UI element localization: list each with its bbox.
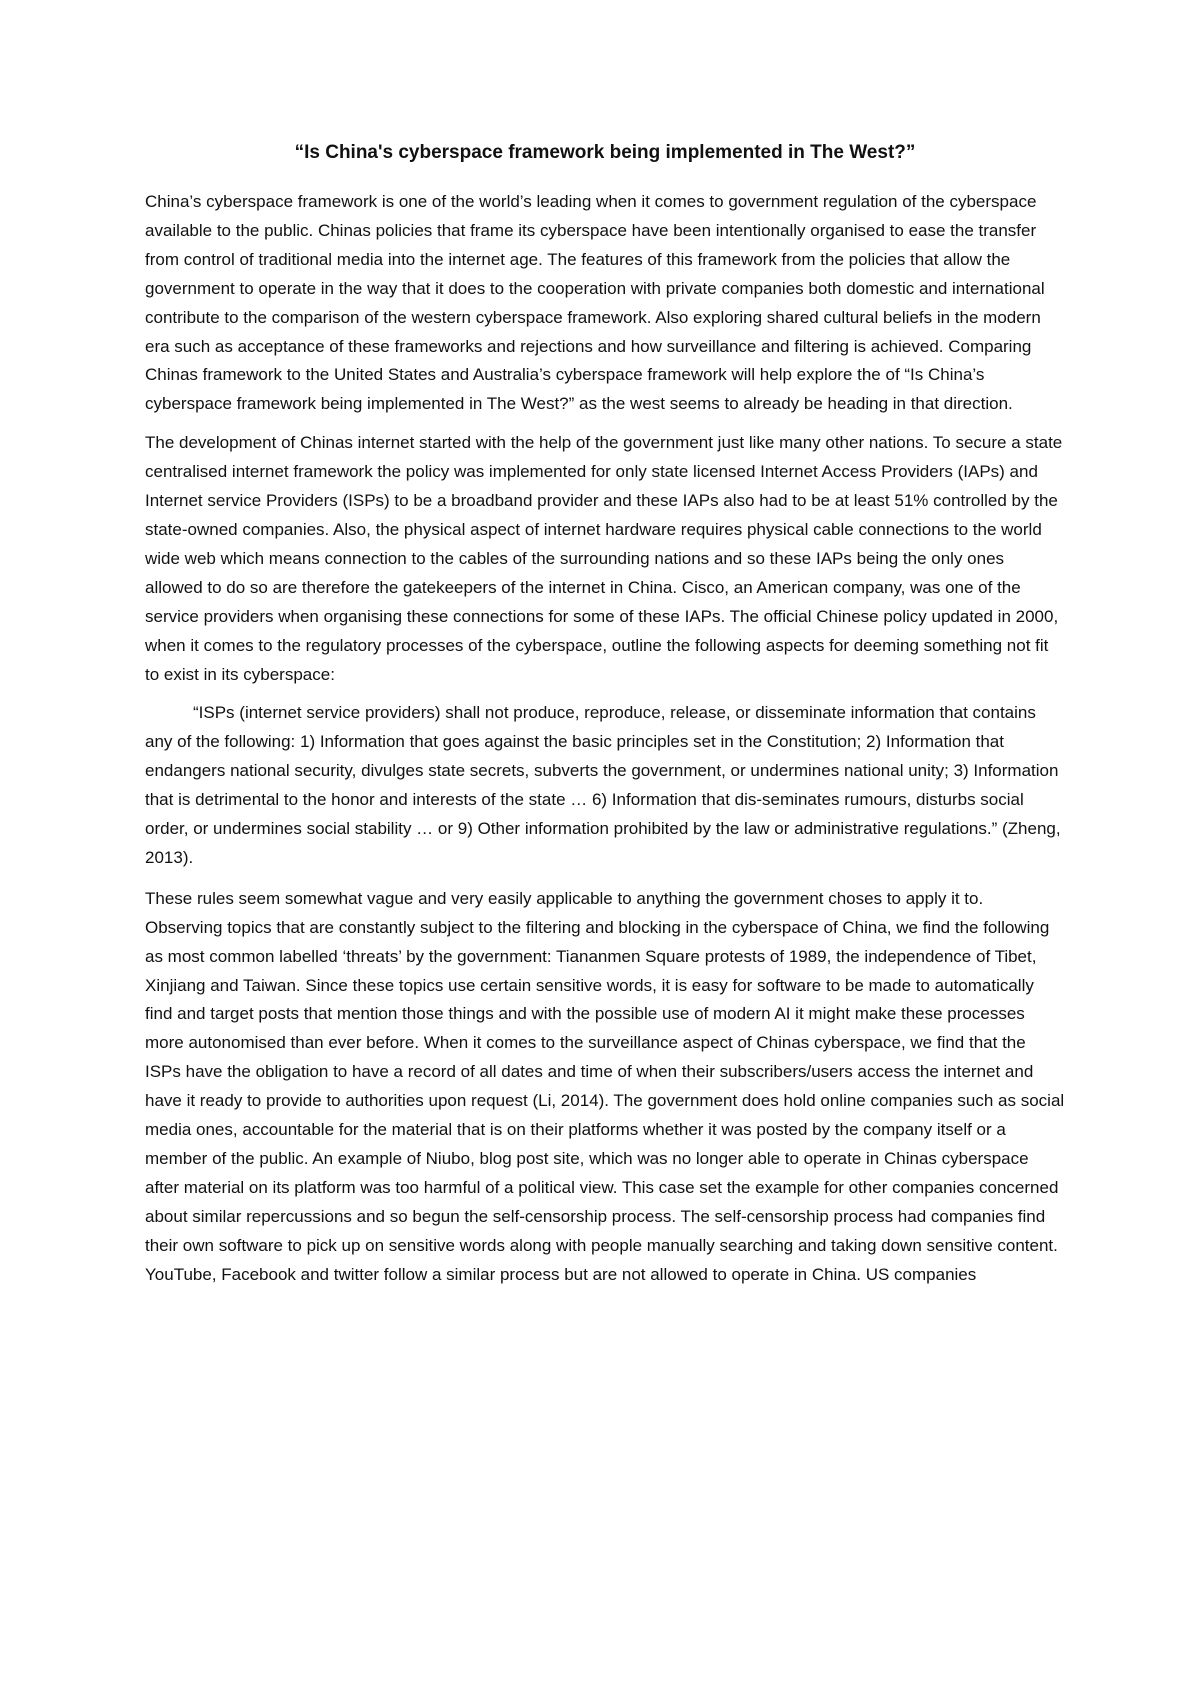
paragraph-intro: China’s cyberspace framework is one of the world’s leading when it comes to government regulation of the cyberspace available to the public. Chinas policies that frame its cyberspace have been intentionally organised to ease the transfer from control of traditional media into the internet age. The features of this framework from the policies that allow the government to operate in the way that it does to the cooperation with private companies both domestic and international contribute to the comparison of the western cyberspace framework. Also exploring shared cultural beliefs in the modern era such as acceptance of these frameworks and rejections and how surveillance and filtering is achieved. Comparing Chinas framework to the United States and Australia’s cyberspace framework will help explore the of “Is China’s cyberspace framework being implemented in The West?” as the west seems to already be heading in that direction.: [145, 192, 1045, 414]
paragraph-rules: These rules seem somewhat vague and very easily applicable to anything the government choses to apply it to. Observing topics that are constantly subject to the filtering and blocking in the cyberspace of China, we find the following as most common labelled ‘threats’ by the government: Tiananmen Square protests of 1989, the independence of Tibet, Xinjiang and Taiwan. Since these topics use certain sensitive words, it is easy for software to be made to automatically find and target posts that mention those things and with the possible use of modern AI it might make these processes more autonomised than ever before. When it comes to the surveillance aspect of Chinas cyberspace, we find that the ISPs have the obligation to have a record of all dates and time of when their subscribers/users access the internet and have it ready to provide to authorities upon request (Li, 2014). The government does hold online companies such as social media ones, accountable for the material that is on their platforms whether it was posted by the company itself or a member of the public. An example of Niubo, blog post site, which was no longer able to operate in Chinas cyberspace after material on its platform was too harmful of a political view. This case set the example for other companies concerned about similar repercussions and so begun the self-censorship process. The self-censorship process had companies find their own software to pick up on sensitive words along with people manually searching and taking down sensitive content. YouTube, Facebook and twitter follow a similar process but are not allowed to operate in China. US companies: [145, 888, 1065, 1284]
document-title: “Is China's cyberspace framework being implemented in The West?”: [294, 142, 916, 163]
paragraph-development: The development of Chinas internet started with the help of the government just like many other nations. To secure a state centralised internet framework the policy was implemented for only state licensed Internet Access Providers (IAPs) and Internet service Providers (ISPs) to be a broadband provider and these IAPs also had to be at least 51% controlled by the state-owned companies. Also, the physical aspect of internet hardware requires physical cable connections to the world wide web which means connection to the cables of the surrounding nations and so these IAPs being the only ones allowed to do so are therefore the gatekeepers of the internet in China. Cisco, an American company, was one of the service providers when organising these connections for some of these IAPs. The official Chinese policy updated in 2000, when it comes to the regulatory processes of the cyberspace, outline the following aspects for deeming something not fit to exist in its cyberspace:: [145, 433, 1063, 684]
block-quote: “ISPs (internet service providers) shall not produce, reproduce, release, or disseminate information that contains any of the following: 1) Information that goes against the basic principles set in the Constitution; 2) Information that endangers national security, divulges state secrets, subverts the government, or undermines national unity; 3) Information that is detrimental to the honor and interests of the state … 6) Information that dis-seminates rumours, disturbs social order, or undermines social stability … or 9) Other information prohibited by the law or administrative regulations.” (Zheng, 2013).: [145, 703, 1061, 867]
